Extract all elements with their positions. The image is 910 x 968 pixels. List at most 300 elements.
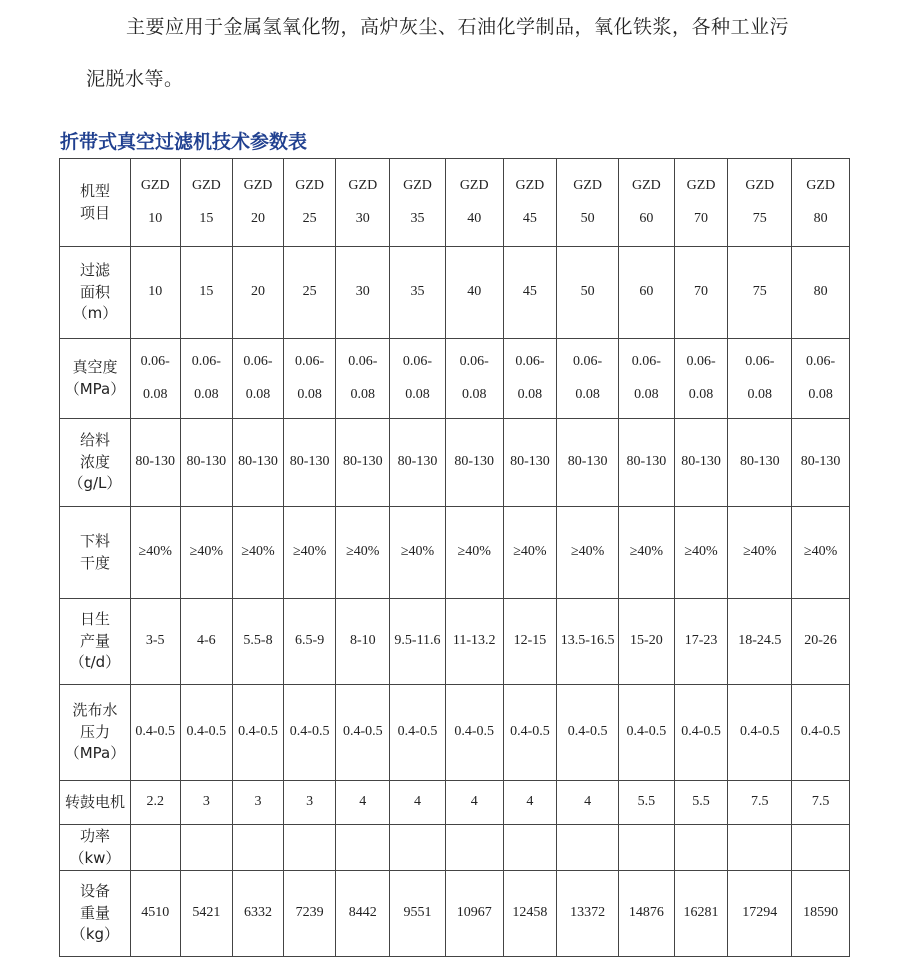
cell-value: 60: [639, 210, 654, 226]
cell-value: 0.4-0.5: [289, 724, 330, 740]
table-cell: [283, 781, 336, 825]
row-header-line: 项目: [79, 203, 110, 222]
table-cell: [336, 419, 390, 507]
table-cell: [445, 159, 503, 247]
table-cell: [445, 599, 503, 685]
cell-value: ≥40%: [743, 544, 777, 560]
table-cell: [503, 871, 557, 957]
intro-line-2: 泥脱水等。: [86, 68, 184, 90]
table-cell: [445, 507, 503, 599]
cell-value: 80-130: [567, 454, 608, 470]
cell-value: 6.5-9: [295, 633, 325, 649]
table-cell: [283, 339, 336, 419]
cell-value: 80-130: [800, 454, 841, 470]
cell-value: 0.4-0.5: [567, 724, 608, 740]
cell-value: ≥40%: [684, 544, 718, 560]
cell-value: 6332: [243, 905, 272, 921]
table-cell: [180, 419, 233, 507]
cell-value: ≥40%: [346, 544, 380, 560]
cell-value: 0.4-0.5: [342, 724, 383, 740]
cell-value: 12458: [512, 905, 548, 921]
table-cell: [792, 781, 850, 825]
cell-value: 0.08: [245, 386, 271, 402]
table-cell: [728, 247, 792, 339]
table-cell: [283, 871, 336, 957]
table-cell: [336, 825, 390, 871]
table-cell: [503, 599, 557, 685]
table-cell: [390, 599, 446, 685]
row-header: [60, 599, 131, 685]
table-cell: [445, 781, 503, 825]
cell-value: GZD: [403, 178, 432, 194]
table-cell: [390, 871, 446, 957]
cell-value: 30: [355, 284, 370, 300]
table-cell: [503, 339, 557, 419]
cell-value: 0.4-0.5: [397, 724, 438, 740]
table-row: [60, 599, 850, 685]
cell-value: 0.06-: [459, 354, 489, 370]
cell-value: 0.4-0.5: [681, 724, 721, 740]
cell-value: 4510: [141, 905, 170, 921]
cell-value: GZD: [515, 178, 545, 194]
table-cell: [557, 599, 619, 685]
cell-value: 40: [467, 284, 482, 300]
table-cell: [674, 247, 728, 339]
cell-value: 0.08: [747, 386, 773, 402]
cell-value: 80: [813, 284, 828, 300]
row-header-line: 面积: [79, 282, 110, 301]
table-cell: [180, 507, 233, 599]
cell-value: 18590: [803, 905, 839, 921]
row-header-line: （t/d）: [69, 653, 121, 672]
table-cell: [233, 419, 284, 507]
cell-value: 4: [470, 794, 478, 810]
cell-value: 0.06-: [140, 354, 170, 370]
table-cell: [233, 781, 284, 825]
cell-value: 70: [694, 284, 709, 300]
table-cell: [180, 781, 233, 825]
cell-value: ≥40%: [400, 544, 435, 560]
table-cell: [728, 871, 792, 957]
row-header-line: 下料: [79, 531, 110, 550]
cell-value: 0.08: [634, 386, 659, 402]
row-header-line: （MPa）: [64, 379, 126, 398]
cell-value: 17294: [742, 905, 778, 921]
table-cell: [674, 825, 728, 871]
cell-value: 14876: [628, 905, 664, 921]
cell-value: 5.5-8: [243, 633, 273, 649]
cell-value: 25: [302, 284, 317, 300]
table-cell: [674, 159, 728, 247]
table-cell: [619, 599, 675, 685]
table-cell: [130, 599, 180, 685]
row-header-line: （g/L）: [68, 474, 122, 493]
table-cell: [180, 339, 233, 419]
table-cell: [503, 781, 557, 825]
table-cell: [130, 419, 180, 507]
table-cell: [503, 159, 557, 247]
row-header-line: 机型: [79, 181, 110, 200]
table-cell: [336, 781, 390, 825]
table-cell: [233, 871, 284, 957]
table-cell: [130, 825, 180, 871]
cell-value: 10: [148, 210, 163, 226]
table-row: [60, 825, 850, 871]
cell-value: 15-20: [630, 633, 663, 649]
cell-value: 0.06-: [631, 354, 661, 370]
cell-value: 0.08: [517, 386, 543, 402]
table-cell: [180, 825, 233, 871]
cell-value: 0.08: [808, 386, 833, 402]
cell-value: 0.4-0.5: [626, 724, 667, 740]
cell-value: 80-130: [681, 454, 721, 470]
cell-value: ≥40%: [629, 544, 664, 560]
row-header: [60, 685, 131, 781]
cell-value: 13.5-16.5: [560, 633, 615, 649]
table-cell: [445, 871, 503, 957]
table-cell: [557, 507, 619, 599]
table-cell: [283, 685, 336, 781]
cell-value: 80-130: [739, 454, 780, 470]
cell-value: 80-130: [342, 454, 383, 470]
table-cell: [233, 507, 284, 599]
table-cell: [503, 419, 557, 507]
cell-value: GZD: [573, 178, 603, 194]
row-header: [60, 339, 131, 419]
cell-value: 0.08: [350, 386, 376, 402]
cell-value: 20: [250, 284, 265, 300]
table-cell: [233, 247, 284, 339]
table-cell: [336, 159, 390, 247]
cell-value: 80-130: [397, 454, 438, 470]
row-header: [60, 507, 131, 599]
table-cell: [792, 159, 850, 247]
cell-value: 0.06-: [515, 354, 545, 370]
row-header-line: 干度: [79, 553, 110, 572]
cell-value: 0.4-0.5: [800, 724, 841, 740]
table-heading: 折带式真空过滤机技术参数表: [60, 131, 308, 153]
table-cell: [233, 825, 284, 871]
table-cell: [283, 159, 336, 247]
cell-value: 35: [410, 210, 425, 226]
table-cell: [180, 159, 233, 247]
table-cell: [557, 247, 619, 339]
table-cell: [390, 781, 446, 825]
table-cell: [336, 599, 390, 685]
row-header: [60, 825, 131, 871]
table-cell: [283, 825, 336, 871]
cell-value: 4: [359, 794, 367, 810]
cell-value: 0.4-0.5: [135, 724, 176, 740]
cell-value: GZD: [806, 178, 835, 194]
table-cell: [619, 159, 675, 247]
table-cell: [619, 685, 675, 781]
cell-value: 3: [202, 794, 210, 810]
table-cell: [674, 507, 728, 599]
table-cell: [130, 781, 180, 825]
cell-value: 16281: [683, 905, 719, 921]
row-header: [60, 781, 131, 825]
cell-value: 3: [306, 794, 314, 810]
cell-value: 10: [148, 284, 163, 300]
table-cell: [557, 159, 619, 247]
table-cell: [557, 825, 619, 871]
table-cell: [445, 685, 503, 781]
cell-value: 7.5: [751, 794, 769, 810]
cell-value: 0.4-0.5: [510, 724, 550, 740]
cell-value: GZD: [348, 178, 378, 194]
cell-value: GZD: [140, 178, 170, 194]
cell-value: 0.06-: [573, 354, 603, 370]
table-cell: [728, 419, 792, 507]
cell-value: 17-23: [684, 633, 718, 649]
table-cell: [445, 825, 503, 871]
cell-value: 0.4-0.5: [739, 724, 780, 740]
table-cell: [283, 507, 336, 599]
table-cell: [445, 247, 503, 339]
cell-value: 50: [580, 284, 595, 300]
cell-value: 15: [199, 284, 214, 300]
cell-value: 0.08: [194, 386, 219, 402]
cell-value: 80-130: [289, 454, 330, 470]
row-header: [60, 159, 131, 247]
table-cell: [728, 159, 792, 247]
cell-value: 45: [522, 210, 537, 226]
row-header-line: 转鼓电机: [64, 792, 125, 811]
cell-value: 0.08: [297, 386, 322, 402]
cell-value: ≥40%: [138, 544, 172, 560]
cell-value: 20: [250, 210, 265, 226]
row-header-line: 洗布水: [72, 700, 118, 719]
cell-value: 70: [694, 210, 709, 226]
table-cell: [728, 685, 792, 781]
cell-value: 40: [467, 210, 482, 226]
table-cell: [233, 685, 284, 781]
cell-value: 80: [813, 210, 828, 226]
cell-value: GZD: [191, 178, 221, 194]
table-cell: [674, 685, 728, 781]
table-cell: [180, 599, 233, 685]
table-row: [60, 159, 850, 247]
table-cell: [792, 599, 850, 685]
table-cell: [445, 419, 503, 507]
cell-value: 0.08: [405, 386, 430, 402]
table-cell: [283, 247, 336, 339]
cell-value: 0.06-: [402, 354, 433, 370]
cell-value: GZD: [631, 178, 661, 194]
cell-value: 0.08: [688, 386, 714, 402]
table-cell: [130, 871, 180, 957]
cell-value: 45: [522, 284, 537, 300]
cell-value: GZD: [295, 178, 325, 194]
table-cell: [130, 507, 180, 599]
table-cell: [674, 781, 728, 825]
cell-value: 0.06-: [348, 354, 378, 370]
cell-value: 0.08: [575, 386, 600, 402]
cell-value: 0.06-: [191, 354, 221, 370]
row-header-line: 重量: [79, 903, 110, 922]
cell-value: 0.08: [142, 386, 168, 402]
cell-value: 3: [254, 794, 262, 810]
cell-value: 5.5: [692, 794, 710, 810]
intro-line-1: 主要应用于金属氢氧化物，高炉灰尘、石油化学制品，氧化铁浆，各种工业污: [126, 16, 790, 38]
cell-value: ≥40%: [241, 544, 275, 560]
cell-value: 7239: [295, 905, 324, 921]
cell-value: 80-130: [186, 454, 227, 470]
table-cell: [792, 247, 850, 339]
cell-value: 15: [199, 210, 214, 226]
table-cell: [792, 507, 850, 599]
cell-value: 2.2: [146, 794, 164, 810]
cell-value: 9.5-11.6: [394, 633, 441, 649]
table-cell: [390, 507, 446, 599]
table-cell: [180, 871, 233, 957]
table-cell: [619, 507, 675, 599]
table-cell: [557, 339, 619, 419]
cell-value: 0.06-: [686, 354, 716, 370]
table-cell: [233, 159, 284, 247]
row-header: [60, 419, 131, 507]
cell-value: ≥40%: [513, 544, 547, 560]
table-cell: [503, 247, 557, 339]
table-cell: [792, 339, 850, 419]
row-header-line: （kg）: [70, 925, 120, 944]
cell-value: 4: [413, 794, 421, 810]
table-cell: [130, 159, 180, 247]
cell-value: ≥40%: [457, 544, 491, 560]
row-header-line: 设备: [79, 881, 110, 900]
table-cell: [557, 685, 619, 781]
table-row: [60, 685, 850, 781]
row-header: [60, 247, 131, 339]
table-cell: [728, 599, 792, 685]
row-header-line: 产量: [79, 631, 110, 650]
cell-value: 18-24.5: [738, 633, 782, 649]
table-cell: [390, 247, 446, 339]
cell-value: GZD: [686, 178, 716, 194]
table-cell: [619, 781, 675, 825]
table-cell: [619, 825, 675, 871]
row-header-line: 功率: [79, 826, 110, 845]
table-cell: [336, 871, 390, 957]
table-cell: [336, 247, 390, 339]
cell-value: 4-6: [197, 633, 216, 649]
row-header-line: 日生: [79, 609, 110, 628]
table-cell: [233, 599, 284, 685]
table-cell: [674, 419, 728, 507]
cell-value: 9551: [403, 905, 432, 921]
cell-value: 0.08: [461, 386, 487, 402]
cell-value: ≥40%: [292, 544, 327, 560]
cell-value: 30: [355, 210, 370, 226]
table-cell: [336, 339, 390, 419]
table-cell: [619, 419, 675, 507]
row-header-line: 压力: [79, 722, 110, 741]
cell-value: 80-130: [135, 454, 176, 470]
cell-value: 75: [752, 210, 767, 226]
cell-value: 5421: [192, 905, 221, 921]
cell-value: 13372: [570, 905, 606, 921]
table-row: [60, 339, 850, 419]
row-header-line: 过滤: [79, 260, 110, 279]
table-cell: [233, 339, 284, 419]
row-header-line: 真空度: [72, 357, 118, 376]
table-cell: [619, 871, 675, 957]
table-cell: [390, 685, 446, 781]
cell-value: 4: [526, 794, 534, 810]
cell-value: GZD: [745, 178, 775, 194]
cell-value: 35: [410, 284, 425, 300]
table-cell: [619, 339, 675, 419]
cell-value: 5.5: [637, 794, 656, 810]
table-cell: [728, 507, 792, 599]
cell-value: 0.06-: [295, 354, 325, 370]
spec-table: [59, 158, 850, 957]
table-cell: [390, 419, 446, 507]
table-cell: [390, 159, 446, 247]
cell-value: 12-15: [513, 633, 547, 649]
cell-value: 10967: [456, 905, 492, 921]
cell-value: ≥40%: [570, 544, 605, 560]
cell-value: 11-13.2: [452, 633, 496, 649]
table-cell: [336, 507, 390, 599]
table-cell: [503, 825, 557, 871]
table-row: [60, 247, 850, 339]
table-cell: [390, 339, 446, 419]
cell-value: 4: [584, 794, 592, 810]
table-cell: [674, 871, 728, 957]
table-cell: [130, 685, 180, 781]
table-cell: [445, 339, 503, 419]
cell-value: ≥40%: [803, 544, 838, 560]
table-cell: [390, 825, 446, 871]
table-cell: [557, 871, 619, 957]
table-cell: [557, 419, 619, 507]
cell-value: 0.06-: [806, 354, 836, 370]
table-cell: [792, 419, 850, 507]
table-cell: [792, 871, 850, 957]
cell-value: 80-130: [454, 454, 495, 470]
cell-value: 25: [302, 210, 317, 226]
table-cell: [728, 781, 792, 825]
cell-value: 60: [639, 284, 654, 300]
table-row: [60, 781, 850, 825]
table-cell: [130, 247, 180, 339]
cell-value: ≥40%: [189, 544, 224, 560]
table-cell: [283, 419, 336, 507]
table-cell: [283, 599, 336, 685]
table-row: [60, 419, 850, 507]
cell-value: 0.4-0.5: [454, 724, 495, 740]
table-cell: [557, 781, 619, 825]
row-header-line: 给料: [79, 430, 110, 449]
table-cell: [619, 247, 675, 339]
row-header-line: （MPa）: [64, 744, 126, 763]
cell-value: 75: [752, 284, 767, 300]
table-cell: [728, 825, 792, 871]
cell-value: 8-10: [349, 633, 376, 649]
cell-value: GZD: [459, 178, 489, 194]
cell-value: GZD: [243, 178, 273, 194]
cell-value: 3-5: [145, 633, 165, 649]
table-cell: [792, 685, 850, 781]
row-header-line: （kw）: [69, 848, 121, 867]
cell-value: 80-130: [238, 454, 278, 470]
table-cell: [180, 247, 233, 339]
cell-value: 80-130: [510, 454, 550, 470]
table-cell: [503, 507, 557, 599]
row-header: [60, 871, 131, 957]
